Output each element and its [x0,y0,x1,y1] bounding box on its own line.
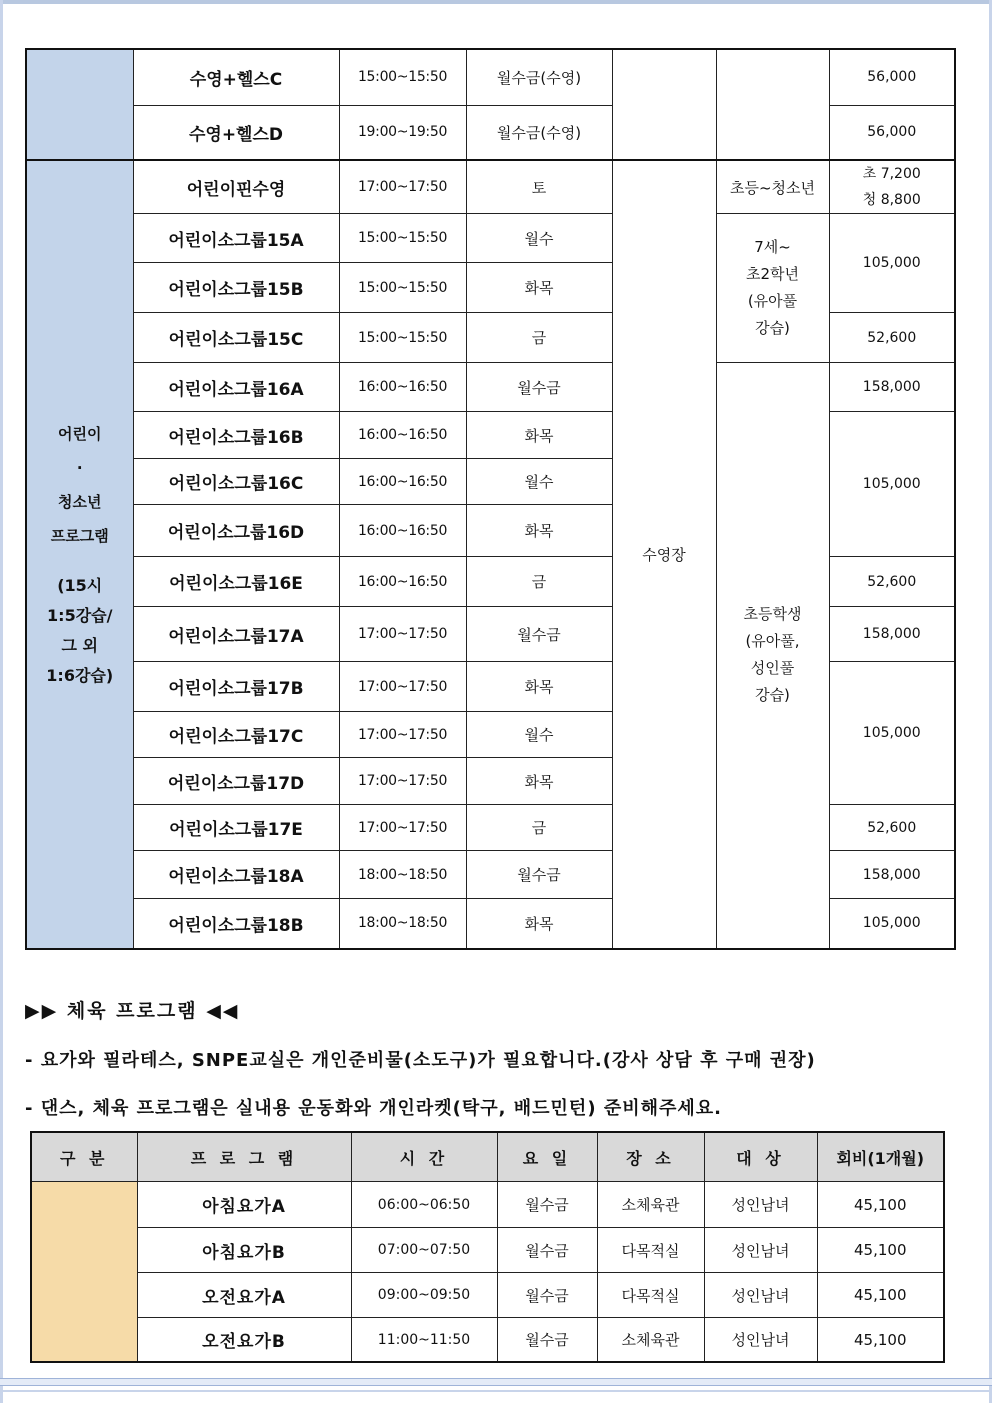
time-cell: 11:00~11:50 [351,1318,497,1363]
target-cell-empty [716,49,829,160]
category-sub [27,571,133,691]
category-sub-line: 1:6강습) [46,666,114,686]
column-header: 요 일 [497,1132,597,1182]
days-cell: 화목 [466,758,612,805]
program-name: 어린이소그룹16D [133,505,339,557]
target-line: (유아풀, [745,632,800,651]
target-line: 강습) [755,686,790,705]
program-name: 어린이소그룹17B [133,662,339,712]
time-cell: 15:00~15:50 [339,49,466,105]
fee-cell: 56,000 [829,105,955,160]
program-name: 어린이소그룹15B [133,263,339,313]
category-label: 프로그램 [50,527,109,546]
swim-program-table [25,48,956,950]
fee-cell: 158,000 [829,363,955,412]
time-cell: 15:00~15:50 [339,214,466,263]
days-cell: 월수 [466,459,612,505]
place-cell: 다목적실 [597,1228,704,1273]
program-name: 어린이소그룹17E [133,805,339,851]
time-cell: 16:00~16:50 [339,459,466,505]
program-name: 아침요가B [137,1228,351,1273]
days-cell: 월수 [466,712,612,758]
days-cell: 화목 [466,505,612,557]
days-cell: 화목 [466,412,612,459]
program-name: 어린이소그룹15A [133,214,339,263]
days-cell: 월수금 [497,1182,597,1228]
fee-cell: 52,600 [829,313,955,363]
fee-cell: 105,000 [829,214,955,313]
days-cell: 월수금(수영) [466,49,612,105]
place-cell: 다목적실 [597,1273,704,1318]
program-name: 오전요가B [137,1318,351,1363]
time-cell: 17:00~17:50 [339,607,466,662]
days-cell: 토 [466,160,612,214]
fee-cell [829,160,955,214]
category-label: 청소년 [58,493,102,512]
program-name: 어린이소그룹17D [133,758,339,805]
days-cell: 월수금 [497,1318,597,1363]
place-cell: 수영장 [612,160,716,949]
place-cell: 소체육관 [597,1318,704,1363]
category-dot: · [76,459,83,478]
target-line: 초등학생 [743,605,802,624]
target-cell: 초등~청소년 [716,160,829,214]
time-cell: 15:00~15:50 [339,263,466,313]
column-header: 시 간 [351,1132,497,1182]
days-cell: 월수금 [466,363,612,412]
target-line: 강습) [755,319,790,337]
category-sub-line: (15시 [57,576,103,596]
column-header: 프 로 그 램 [137,1132,351,1182]
fee-cell: 56,000 [829,49,955,105]
fee-line: 초 7,200 [862,166,921,182]
program-name: 어린이소그룹16C [133,459,339,505]
fee-cell: 52,600 [829,805,955,851]
fee-cell: 105,000 [829,412,955,557]
target-line: 초2학년 [745,265,799,283]
program-name: 어린이소그룹17C [133,712,339,758]
place-cell-empty [612,49,716,160]
place-cell: 소체육관 [597,1182,704,1228]
notice-line: - 요가와 필라테스, SNPE교실은 개인준비물(소도구)가 필요합니다.(강사 상담 후 구매 권장) [25,1050,816,1071]
column-header: 회비(1개월) [817,1132,944,1182]
fee-cell: 45,100 [817,1182,944,1228]
fee-cell: 45,100 [817,1273,944,1318]
fee-cell: 45,100 [817,1228,944,1273]
target-cell: 성인남녀 [704,1228,817,1273]
target-line: (유아풀 [747,292,798,310]
page-frame-bottom [0,1378,992,1386]
category-label: 어린이 [58,425,102,444]
program-name: 어린이소그룹16B [133,412,339,459]
days-cell: 화목 [466,662,612,712]
page-frame-top [0,0,992,4]
days-cell: 금 [466,557,612,607]
page-frame-bottom-line [0,1390,992,1392]
fee-cell: 52,600 [829,557,955,607]
category-sub-line: 그 외 [61,636,98,656]
program-name: 어린이소그룹16E [133,557,339,607]
days-cell: 화목 [466,899,612,949]
notice-line: - 댄스, 체육 프로그램은 실내용 운동화와 개인라켓(탁구, 배드민턴) 준비해주세요. [25,1098,722,1119]
time-cell: 17:00~17:50 [339,662,466,712]
days-cell: 화목 [466,263,612,313]
fee-cell: 45,100 [817,1318,944,1363]
program-name: 어린이소그룹17A [133,607,339,662]
time-cell: 16:00~16:50 [339,412,466,459]
category-cell-kids [26,160,133,949]
page-frame-left [0,0,3,1403]
days-cell: 월수금 [466,607,612,662]
fee-cell: 158,000 [829,851,955,899]
category-cell-adult [26,49,133,160]
time-cell: 17:00~17:50 [339,160,466,214]
program-name: 어린이소그룹18A [133,851,339,899]
target-line: 성인풀 [750,659,795,678]
time-cell: 16:00~16:50 [339,363,466,412]
time-cell: 17:00~17:50 [339,712,466,758]
target-cell: 성인남녀 [704,1318,817,1363]
time-cell: 09:00~09:50 [351,1273,497,1318]
program-name: 오전요가A [137,1273,351,1318]
time-cell: 17:00~17:50 [339,805,466,851]
days-cell: 월수금 [466,851,612,899]
category-sub-line: 1:5강습/ [47,606,113,626]
program-name: 아침요가A [137,1182,351,1228]
fee-cell: 158,000 [829,607,955,662]
target-cell [716,363,829,949]
time-cell: 17:00~17:50 [339,758,466,805]
sports-program-table [30,1131,945,1363]
days-cell: 월수금 [497,1273,597,1318]
time-cell: 18:00~18:50 [339,899,466,949]
days-cell: 월수 [466,214,612,263]
program-name: 어린이핀수영 [133,160,339,214]
fee-line: 청 8,800 [862,192,921,208]
category-cell-yoga [31,1182,137,1363]
section-title: ▶▶ 체육 프로그램 ◀◀ [25,1000,240,1022]
days-cell: 금 [466,805,612,851]
fee-cell: 105,000 [829,662,955,805]
time-cell: 07:00~07:50 [351,1228,497,1273]
time-cell: 15:00~15:50 [339,313,466,363]
program-name: 어린이소그룹15C [133,313,339,363]
days-cell: 월수금 [497,1228,597,1273]
days-cell: 금 [466,313,612,363]
fee-cell: 105,000 [829,899,955,949]
column-header: 구 분 [31,1132,137,1182]
time-cell: 18:00~18:50 [339,851,466,899]
target-cell: 성인남녀 [704,1182,817,1228]
time-cell: 06:00~06:50 [351,1182,497,1228]
target-cell [716,214,829,363]
program-name: 어린이소그룹18B [133,899,339,949]
target-cell: 성인남녀 [704,1273,817,1318]
time-cell: 16:00~16:50 [339,557,466,607]
time-cell: 16:00~16:50 [339,505,466,557]
column-header: 장 소 [597,1132,704,1182]
days-cell: 월수금(수영) [466,105,612,160]
column-header: 대 상 [704,1132,817,1182]
program-name: 수영+헬스D [133,105,339,160]
program-name: 어린이소그룹16A [133,363,339,412]
time-cell: 19:00~19:50 [339,105,466,160]
target-line: 7세~ [754,238,791,256]
program-name: 수영+헬스C [133,49,339,105]
